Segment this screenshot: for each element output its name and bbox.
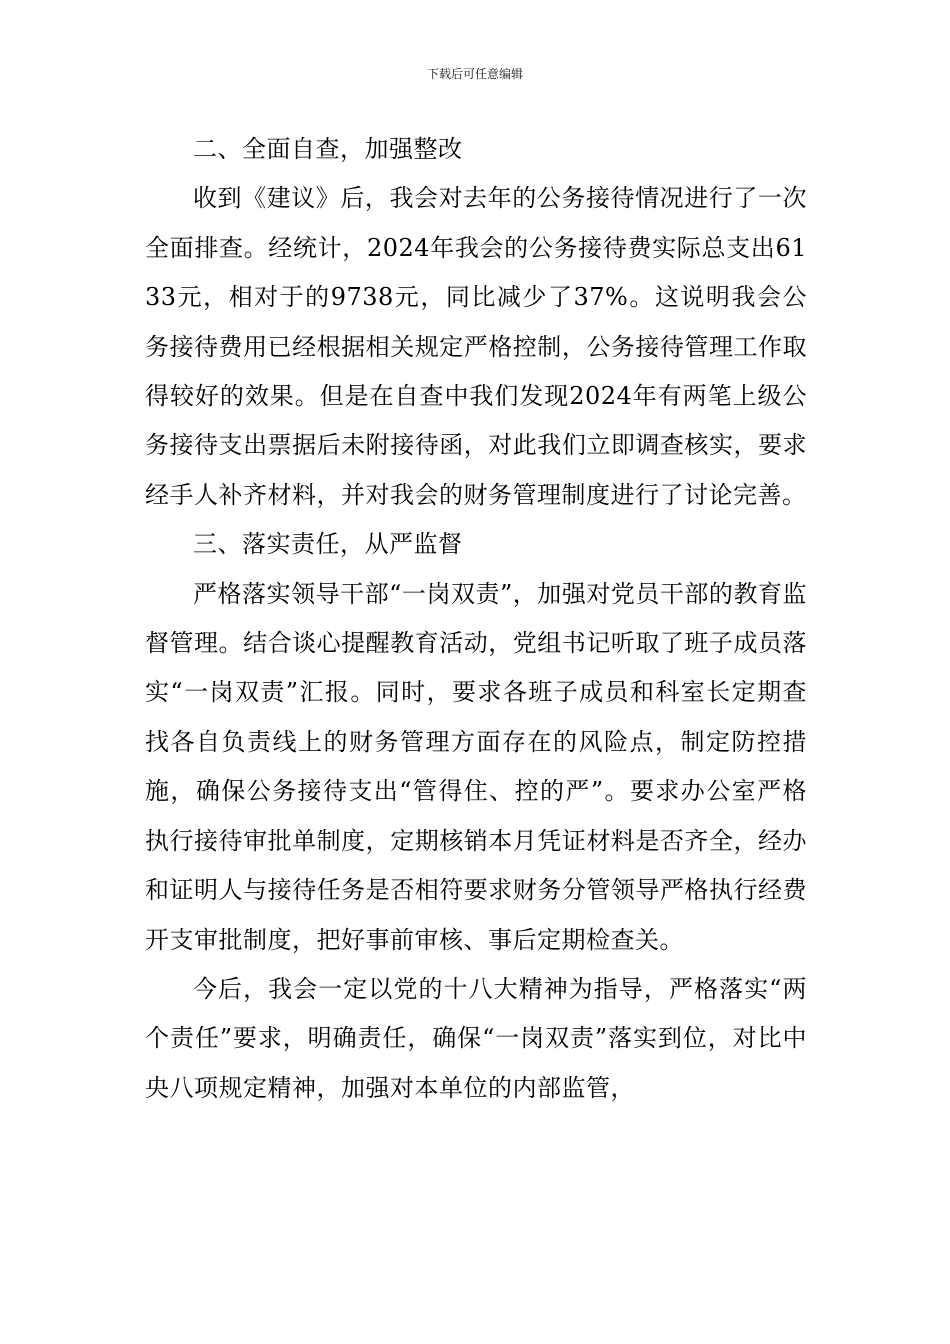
section-2-heading: 二、全面自查，加强整改	[193, 135, 463, 163]
section-2-paragraph: 收到《建议》后，我会对去年的公务接待情况进行了一次全面排查。经统计，2024年我会的公务接待费实际总支出6133元，相对于的9738元，同比减少了37%。这说明我会公务接待费用已经根据相关规定严格控制，公务接待管理工作取得较好的效果。但是在自查中我们发现2024年有两笔上级公务接待支出票据后未附接待函，对此我们立即调查核实，要求经手人补齐材料，并对我会的财务管理制度进行了讨论完善。	[145, 184, 807, 509]
section-3-paragraph: 严格落实领导干部“一岗双责”，加强对党员干部的教育监督管理。结合谈心提醒教育活动，党组书记听取了班子成员落实“一岗双责”汇报。同时，要求各班子成员和科室长定期查找各自负责线上的财务管理方面存在的风险点，制定防控措施，确保公务接待支出“管得住、控的严”。要求办公室严格执行接待审批单制度，定期核销本月凭证材料是否齐全，经办和证明人与接待任务是否相符要求财务分管领导严格执行经费开支审批制度，把好事前审核、事后定期检查关。	[145, 579, 807, 954]
document-body	[145, 125, 807, 1113]
closing-paragraph: 今后，我会一定以党的十八大精神为指导，严格落实“两个责任”要求，明确责任，确保“一岗双责”落实到位，对比中央八项规定精神，加强对本单位的内部监管，	[145, 974, 807, 1102]
page-header: 下载后可任意编辑	[426, 67, 523, 81]
section-3-heading: 三、落实责任，从严监督	[193, 530, 463, 559]
